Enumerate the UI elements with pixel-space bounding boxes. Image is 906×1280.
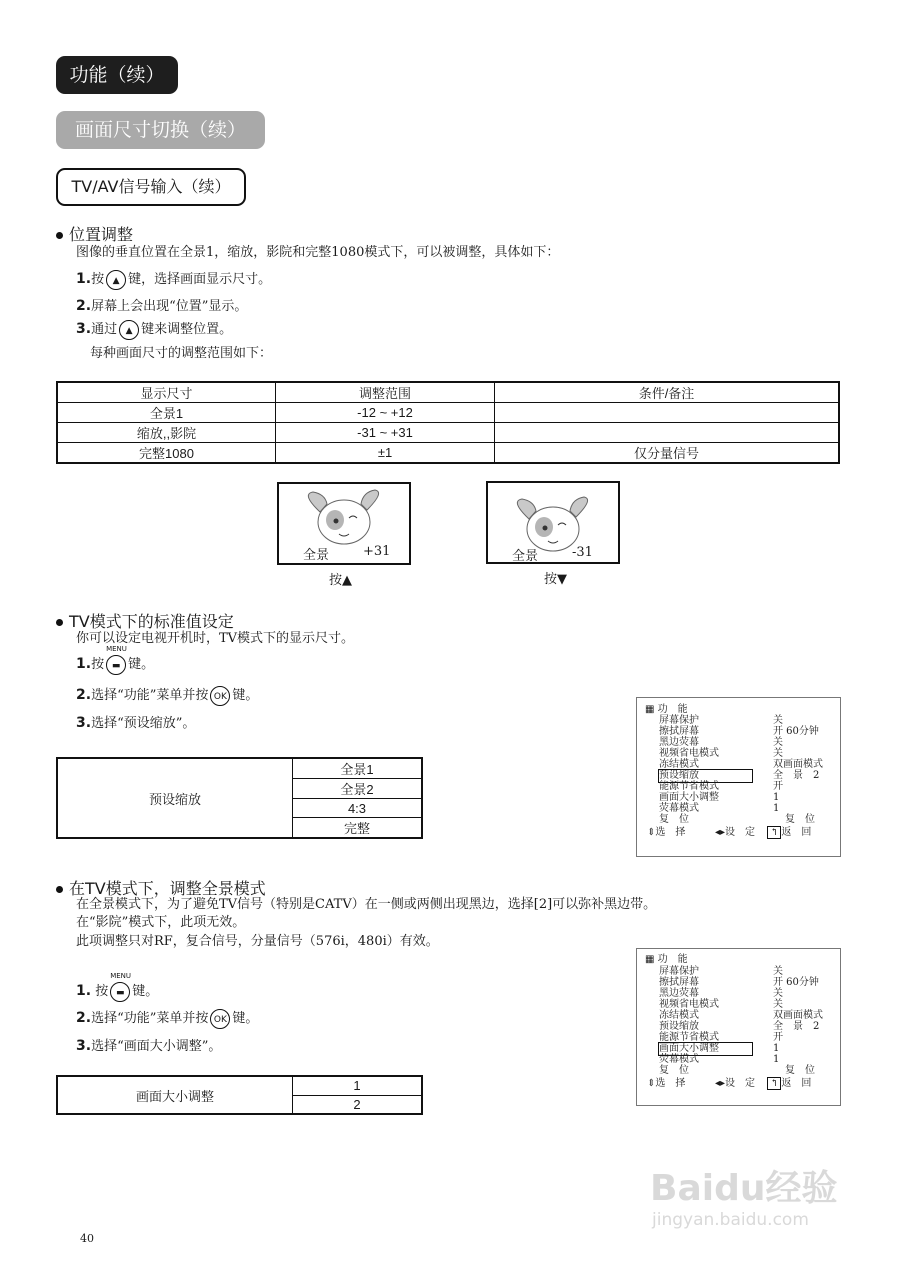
menu-item: 黑边荧幕	[659, 988, 699, 999]
menu-key-label: MENU	[110, 971, 132, 980]
table-cell	[495, 423, 840, 443]
watermark-url: jingyan.baidu.com	[652, 1210, 809, 1230]
menu-item: 视频省电模式	[659, 999, 719, 1010]
subsection-title: 画面尺寸切换（续）	[56, 111, 265, 149]
menu-footer-back: ↰ 返 回	[767, 827, 811, 839]
page-number: 40	[80, 1232, 94, 1245]
bullet-icon	[56, 886, 63, 893]
up-down-arrow-icon: ⇕	[647, 827, 656, 838]
screen-down-caption: 按▼	[544, 572, 567, 587]
menu-icon: ▦	[645, 704, 655, 715]
menu-item: 荧幕模式	[659, 803, 699, 814]
menu-item: 冻结模式	[659, 1010, 699, 1021]
table-cell	[495, 403, 840, 423]
osd-menu-preset: ▦ 功 能 屏幕保护 关 擦拭屏幕 开 60分钟 黑边荧幕 关 视频省电模式 关 冻结模式 双画面模式 预设缩放 全 景 2 能源节省模式 开 画面大小调整 1 荧幕模式 1 复 位 复 位 ⇕选 择 ◂▸设 定 ↰ 返 回	[636, 697, 841, 857]
menu-item: 黑边荧幕	[659, 737, 699, 748]
menu-item: 擦拭屏幕	[659, 977, 699, 988]
menu-footer-back: ↰ 返 回	[767, 1078, 811, 1090]
range-note: 每种画面尺寸的调整范围如下：	[90, 346, 273, 361]
position-heading: 位置调整	[56, 222, 133, 245]
left-right-arrow-icon: ◂▸	[715, 1078, 726, 1089]
menu-item-selected: 画面大小调整	[659, 1043, 752, 1055]
option-label: 预设缩放	[57, 758, 293, 838]
table-header: 条件/备注	[495, 382, 840, 403]
bullet-icon	[56, 232, 63, 239]
option-value: 4:3	[293, 799, 423, 818]
up-down-key-icon: ▲	[106, 270, 126, 290]
panorama-line-2: 在“影院”模式下，此项无效。	[76, 915, 246, 930]
screen-value-label: -31	[572, 545, 593, 560]
table-cell: 完整1080	[57, 443, 276, 464]
option-label: 画面大小调整	[57, 1076, 293, 1114]
menu-item: 能源节省模式	[659, 781, 719, 792]
option-value: 全景2	[293, 779, 423, 799]
panorama-line-1: 在全景模式下，为了避免TV信号（特别是CATV）在一侧或两侧出现黑边，选择[2]可以弥补黑边带。	[76, 897, 657, 912]
tvmode-heading: TV模式下的标准值设定	[56, 609, 234, 632]
panorama-step-1: 1. 按 MENU ▬ 键。	[76, 980, 158, 1002]
table-header: 调整范围	[276, 382, 495, 403]
menu-item: 屏幕保护	[659, 715, 699, 726]
menu-key-icon: ▬	[106, 655, 126, 675]
table-header: 显示尺寸	[57, 382, 276, 403]
menu-key-icon: ▬	[110, 982, 130, 1002]
screen-mode-label: 全景	[303, 548, 330, 563]
screen-value-label: +31	[363, 544, 391, 559]
ok-key-icon: OK	[210, 1009, 230, 1029]
panorama-step-3: 3.选择“画面大小调整”。	[76, 1038, 222, 1054]
tvmode-step-1: 1.按 MENU ▬ 键。	[76, 653, 154, 675]
menu-item: 画面大小调整	[659, 792, 719, 803]
menu-item: 荧幕模式	[659, 1054, 699, 1065]
bullet-icon	[56, 619, 63, 626]
tvmode-step-3: 3.选择“预设缩放”。	[76, 715, 196, 731]
option-value: 1	[293, 1076, 423, 1095]
table-cell: 仅分量信号	[495, 443, 840, 464]
tvmode-intro: 你可以设定电视开机时，TV模式下的显示尺寸。	[76, 631, 355, 646]
menu-item: 视频省电模式	[659, 748, 719, 759]
menu-item: 冻结模式	[659, 759, 699, 770]
position-intro: 图像的垂直位置在全景1，缩放，影院和完整1080模式下，可以被调整，具体如下：	[76, 245, 560, 260]
menu-key-label: MENU	[106, 644, 127, 653]
menu-footer-select: ⇕选 择	[647, 1078, 686, 1089]
panorama-line-3: 此项调整只对RF，复合信号，分量信号（576i，480i）有效。	[76, 934, 439, 949]
menu-icon: ▦	[645, 954, 655, 965]
left-right-arrow-icon: ◂▸	[715, 827, 726, 838]
position-step-1: 1.按 ▲ 键，选择画面显示尺寸。	[76, 268, 271, 290]
menu-footer-set: ◂▸设 定	[715, 827, 756, 838]
menu-item: 复 位	[659, 1065, 689, 1076]
screen-up-caption: 按▲	[329, 573, 352, 588]
panorama-step-2: 2.选择“功能”菜单并按 OK 键。	[76, 1007, 258, 1029]
menu-item: 屏幕保护	[659, 966, 699, 977]
table-cell: 全景1	[57, 403, 276, 423]
screen-down-example	[486, 481, 620, 564]
menu-item: 复 位	[659, 814, 689, 825]
menu-footer-select: ⇕选 择	[647, 827, 686, 838]
option-value: 2	[293, 1095, 423, 1114]
screen-up-example	[277, 482, 411, 565]
range-table	[56, 381, 840, 464]
return-icon: ↰	[767, 826, 781, 839]
menu-item: 能源节省模式	[659, 1032, 719, 1043]
osd-menu-screen-size: ▦ 功 能 屏幕保护 关 擦拭屏幕 开 60分钟 黑边荧幕 关 视频省电模式 关 冻结模式 双画面模式 预设缩放 全 景 2 能源节省模式 开 画面大小调整 1 荧幕模式 1 复 位 复 位 ⇕选 择 ◂▸设 定 ↰ 返 回	[636, 948, 841, 1106]
up-down-arrow-icon: ⇕	[647, 1078, 656, 1089]
table-cell: -31 ~ +31	[276, 423, 495, 443]
table-cell: -12 ~ +12	[276, 403, 495, 423]
screen-size-table	[56, 1075, 423, 1115]
menu-item: 预设缩放	[659, 1021, 699, 1032]
table-cell: 缩放,,影院	[57, 423, 276, 443]
screen-mode-label: 全景	[512, 549, 539, 564]
position-step-2: 2.屏幕上会出现“位置”显示。	[76, 298, 248, 314]
table-cell: ±1	[276, 443, 495, 464]
position-step-3: 3.通过 ▲ 键来调整位置。	[76, 318, 232, 340]
tvmode-step-2: 2.选择“功能”菜单并按 OK 键。	[76, 684, 258, 706]
panorama-heading: 在TV模式下，调整全景模式	[56, 876, 266, 899]
menu-footer-set: ◂▸设 定	[715, 1078, 756, 1089]
return-icon: ↰	[767, 1077, 781, 1090]
menu-item: 擦拭屏幕	[659, 726, 699, 737]
option-value: 全景1	[293, 758, 423, 779]
section-title: 功能（续）	[56, 56, 178, 94]
menu-item-selected: 预设缩放	[659, 770, 752, 782]
ok-key-icon: OK	[210, 686, 230, 706]
dog-illustration	[488, 483, 618, 562]
watermark-logo: Baidu经验	[650, 1168, 838, 1209]
option-value: 完整	[293, 818, 423, 839]
up-down-key-icon: ▲	[119, 320, 139, 340]
topic-tag: TV/AV信号输入（续）	[56, 168, 246, 206]
preset-zoom-table	[56, 757, 423, 839]
